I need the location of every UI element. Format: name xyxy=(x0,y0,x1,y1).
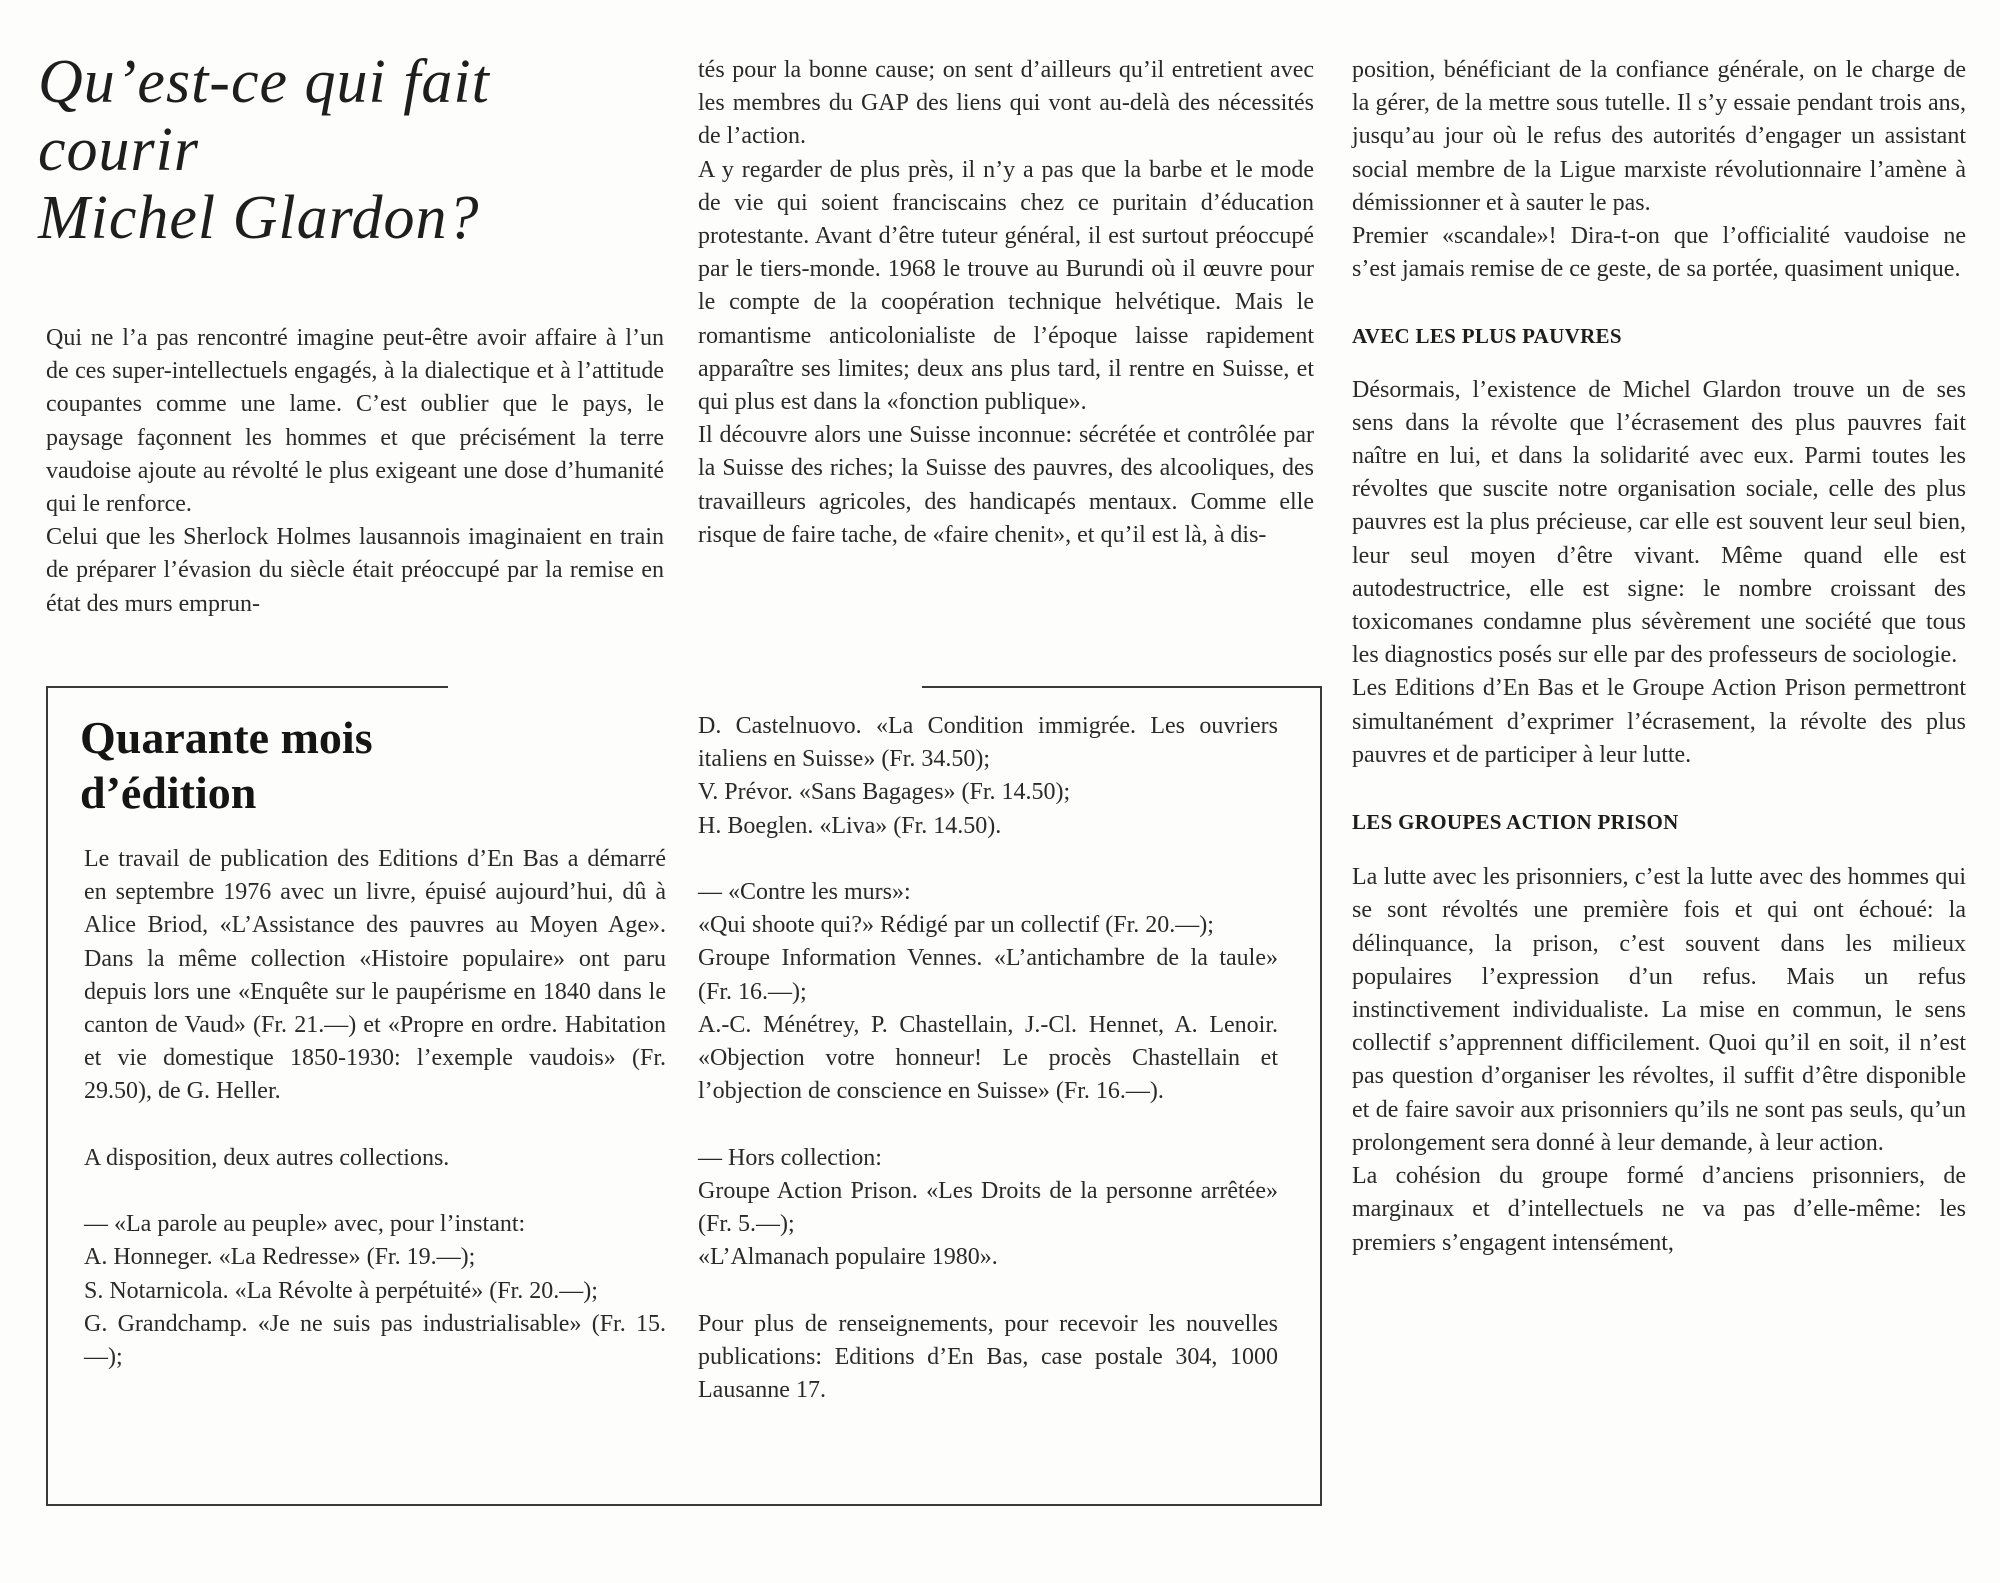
paragraph: Pour plus de renseignements, pour recevoir les nouvelles publications: Editions d’En Bas, case postale 304, 1000 Lausanne 17. xyxy=(698,1310,1278,1404)
box-left-column xyxy=(84,843,666,1374)
list-item: G. Grandchamp. «Je ne suis pas industrialisable» (Fr. 15.—); xyxy=(84,1310,666,1371)
paragraph: Il découvre alors une Suisse inconnue: sécrétée et contrôlée par la Suisse des riches; la Suisse des pauvres, des alcooliques, des travailleurs agricoles, des handicapés mentaux. Comme elle risque de faire tache, de «faire chenit», et qu’il est là, à dis- xyxy=(698,422,1314,548)
section-heading: LES GROUPES ACTION PRISON xyxy=(1352,810,1679,835)
column-2 xyxy=(698,54,1314,552)
spacer xyxy=(84,1175,666,1208)
paragraph: tés pour la bonne cause; on sent d’ailleurs qu’il entretient avec les membres du GAP des liens qui vont au-delà des nécessités de l’action. xyxy=(698,57,1314,150)
paragraph: Premier «scandale»! Dira-t-on que l’officialité vaudoise ne s’est jamais remise de ce geste, de sa portée, quasiment unique. xyxy=(1352,223,1966,283)
list-item: Groupe Information Vennes. «L’antichambre de la taule» (Fr. 16.—); xyxy=(698,945,1278,1005)
column-3 xyxy=(1352,54,1966,1260)
box-title-line-2: d’édition xyxy=(80,767,257,818)
box-right-column xyxy=(698,710,1278,1407)
paragraph: La cohésion du groupe formé d’anciens prisonniers, de marginaux et d’intellectuels ne va pas d’elle-même: les premiers s’engagent intensément, xyxy=(1352,1163,1966,1256)
paragraph: Le travail de publication des Editions d’En Bas a démarré en septembre 1976 avec un livre, épuisé aujourd’hui, dû à Alice Briod, «L’Assistance des pauvres au Moyen Age». Dans la même collection «Histoire populaire» ont paru depuis lors une «Enquête sur le paupérisme en 1840 dans le canton de Vaud» (Fr. 21.—) et «Propre en ordre. Habitation et vie domestique 1850-1930: l’exemple vaudois» (Fr. 29.50), de G. Heller. xyxy=(84,846,666,1105)
paragraph: La lutte avec les prisonniers, c’est la lutte avec des hommes qui se sont révoltés une première fois et qui ont échoué: la délinquance, la prison, c’est souvent dans les milieux populaires l’expression d’un refus. Mais un refus instinctivement individualiste. La mise en commun, le sens collectif s’apprennent difficilement. Quoi qu’il en soit, il n’est pas question d’organiser les révoltes, il suffit d’être disponible et de faire savoir aux prisonniers qu’ils ne sont pas seuls, qu’un prolongement sera donné à leur demande, à leur action. xyxy=(1352,864,1966,1156)
article-title-line-3: Michel Glardon? xyxy=(38,184,480,252)
paragraph: position, bénéficiant de la confiance générale, on le charge de la gérer, de la mettre sous tutelle. Il s’y essaie pendant trois ans, jusqu’au jour où le refus des autorités d’engager un assistant social membre de la Ligue marxiste révolutionnaire l’amène à démissionner et à sauter le pas. xyxy=(1352,57,1966,216)
spacer xyxy=(698,843,1278,876)
list-item: — «La parole au peuple» avec, pour l’instant: xyxy=(84,1211,526,1238)
box-border-gap xyxy=(448,682,922,690)
section-heading: AVEC LES PLUS PAUVRES xyxy=(1352,324,1622,349)
column-1 xyxy=(46,322,664,621)
spacer xyxy=(84,1109,666,1142)
list-item: A. Honneger. «La Redresse» (Fr. 19.—); xyxy=(84,1244,476,1271)
paragraph: Celui que les Sherlock Holmes lausannois imaginaient en train de préparer l’évasion du siècle était préoccupé par la remise en état des murs emprun- xyxy=(46,524,664,617)
list-item: — «Contre les murs»: xyxy=(698,879,911,905)
list-item: H. Boeglen. «Liva» (Fr. 14.50). xyxy=(698,812,1002,839)
paragraph: A disposition, deux autres collections. xyxy=(84,1144,450,1171)
box-title xyxy=(80,710,580,820)
list-item: «L’Almanach populaire 1980». xyxy=(698,1244,998,1271)
article-title xyxy=(38,48,658,252)
paragraph: A y regarder de plus près, il n’y a pas que la barbe et le mode de vie qui soient franciscains chez ce puritain d’éducation protestante. Avant d’être tuteur général, il est surtout préoccupé par le tiers-monde. 1968 le trouve au Burundi où il œuvre pour le compte de la coopération technique helvétique. Mais le romantisme anticolonialiste de l’époque laisse rapidement apparaître ses limites; deux ans plus tard, il rentre en Suisse, et qui plus est dans la «fonction publique». xyxy=(698,156,1314,416)
paragraph: Désormais, l’existence de Michel Glardon trouve un de ses sens dans la révolte que l’écrasement des plus pauvres fait naître en lui, et dans la solidarité avec eux. Parmi toutes les révoltes que suscite notre organisation sociale, celle des plus pauvres est la plus précieuse, car elle est souvent leur seul bien, leur seul moyen d’être vivant. Même quand elle est autodestructrice, elle est signe: le nombre croissant des toxicomanes condamne plus sévèrement une société que tous les diagnostics posés sur elle par des professeurs de sociologie. xyxy=(1352,376,1966,669)
spacer xyxy=(698,1274,1278,1307)
list-item: Groupe Action Prison. «Les Droits de la personne arrêtée» (Fr. 5.—); xyxy=(698,1177,1278,1238)
article-title-line-2: courir xyxy=(38,116,199,184)
list-item: A.-C. Ménétrey, P. Chastellain, J.-Cl. Hennet, A. Lenoir. «Objection votre honneur! Le procès Chastellain et l’objection de conscience en Suisse» (Fr. 16.—). xyxy=(698,1011,1278,1105)
spacer xyxy=(698,1108,1278,1141)
paragraph: Qui ne l’a pas rencontré imagine peut-être avoir affaire à l’un de ces super-intellectuels engagés, à la dialectique et à l’attitude coupantes comme une lame. C’est oublier que le pays, le paysage façonnent les hommes et que précisément la terre vaudoise ajoute au révolté le plus exigeant une dose d’humanité qui le renforce. xyxy=(46,325,664,518)
list-item: «Qui shoote qui?» Rédigé par un collectif (Fr. 20.—); xyxy=(698,912,1214,939)
paragraph: Les Editions d’En Bas et le Groupe Action Prison permettront simultanément d’exprimer l’écrasement, la révolte des plus pauvres et de participer à leur lutte. xyxy=(1352,675,1966,768)
article-title-line-1: Qu’est-ce qui fait xyxy=(38,48,490,116)
list-item: — Hors collection: xyxy=(698,1144,882,1171)
box-title-line-1: Quarante mois xyxy=(80,712,373,763)
list-item: S. Notarnicola. «La Révolte à perpétuité» (Fr. 20.—); xyxy=(84,1277,598,1304)
list-item: D. Castelnuovo. «La Condition immigrée. Les ouvriers italiens en Suisse» (Fr. 34.50); xyxy=(698,713,1278,773)
list-item: V. Prévor. «Sans Bagages» (Fr. 14.50); xyxy=(698,779,1071,806)
